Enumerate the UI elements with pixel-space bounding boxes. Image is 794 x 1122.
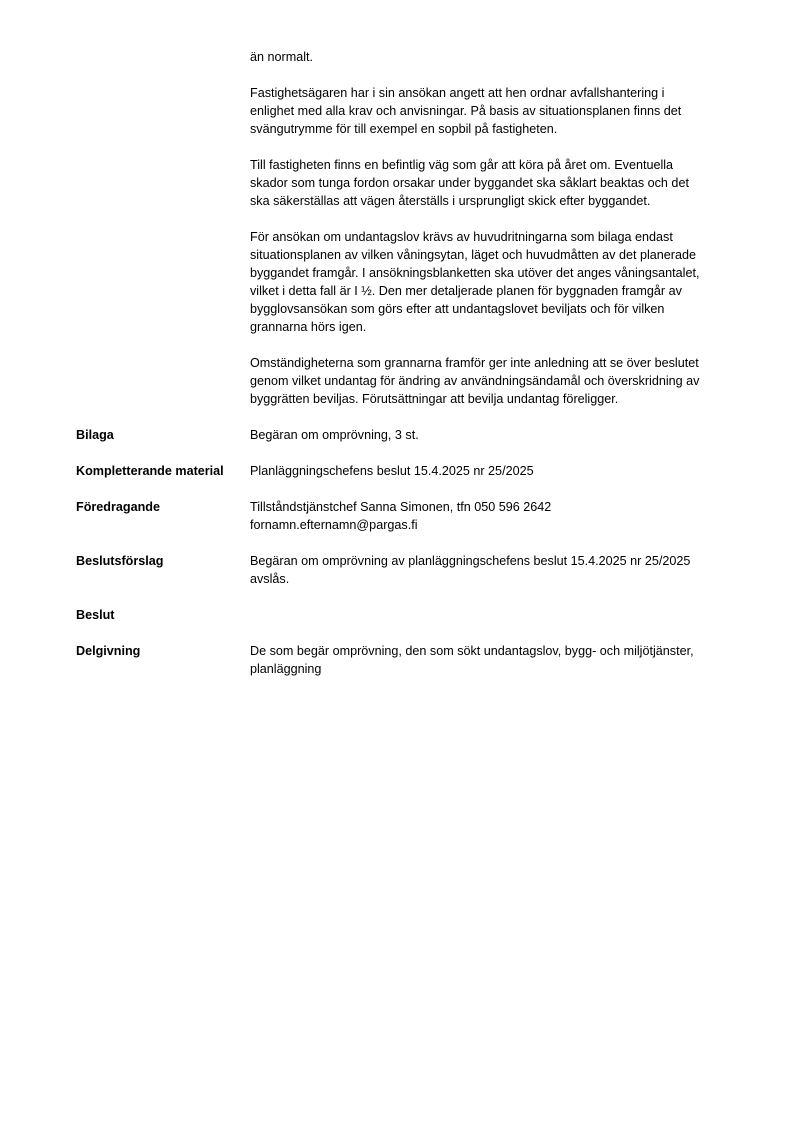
body-paragraph-5: Omständigheterna som grannarna framför ger inte anledning att se över beslutet genom vilket undantag för ändring av användningsändamål och överskridning av byggrätten beviljas. Förutsättningar att bevilja undantag föreligger.	[250, 356, 700, 406]
section-value-beslutsforslag: Begäran om omprövning av planläggningschefens beslut 15.4.2025 nr 25/2025 avslås.	[250, 554, 691, 586]
section-label-delgivning: Delgivning	[76, 644, 141, 658]
section-label-bilaga: Bilaga	[76, 428, 114, 442]
section-label-beslutsforslag: Beslutsförslag	[76, 554, 164, 568]
body-paragraph-1: än normalt.	[250, 50, 313, 64]
section-label-beslut: Beslut	[76, 608, 115, 622]
body-paragraph-4: För ansökan om undantagslov krävs av huvudritningarna som bilaga endast situationsplanen av vilken våningsytan, läget och huvudmåtten av det planerade byggandet framgår. I ansökningsblanketten ska utöver det anges våningsantalet, vilket i detta fall är I ½. Den mer detaljerade planen för byggnaden framgår av bygglovsansökan som görs efter att undantagslovet beviljats och för vilken grannarna hörs igen.	[250, 230, 700, 334]
section-label-foredragande: Föredragande	[76, 500, 160, 514]
section-label-kompletterande-material: Kompletterande material	[76, 464, 224, 478]
section-value-foredragande: Tillståndstjänstchef Sanna Simonen, tfn 050 596 2642 fornamn.efternamn@pargas.fi	[250, 500, 552, 532]
section-value-delgivning: De som begär omprövning, den som sökt undantagslov, bygg- och miljötjänster, planläggning	[250, 644, 694, 676]
section-value-kompletterande-material: Planläggningschefens beslut 15.4.2025 nr 25/2025	[250, 464, 534, 478]
body-paragraph-3: Till fastigheten finns en befintlig väg som går att köra på året om. Eventuella skador som tunga fordon orsakar under byggandet ska såklart beaktas och det ska säkerställas att vägen återställs i ursprungligt skick efter byggandet.	[250, 158, 689, 208]
section-value-bilaga: Begäran om omprövning, 3 st.	[250, 428, 419, 442]
body-paragraph-2: Fastighetsägaren har i sin ansökan angett att hen ordnar avfallshantering i enlighet med alla krav och anvisningar. På basis av situationsplanen finns det svängutrymme för till exempel en sopbil på fastigheten.	[250, 86, 682, 136]
